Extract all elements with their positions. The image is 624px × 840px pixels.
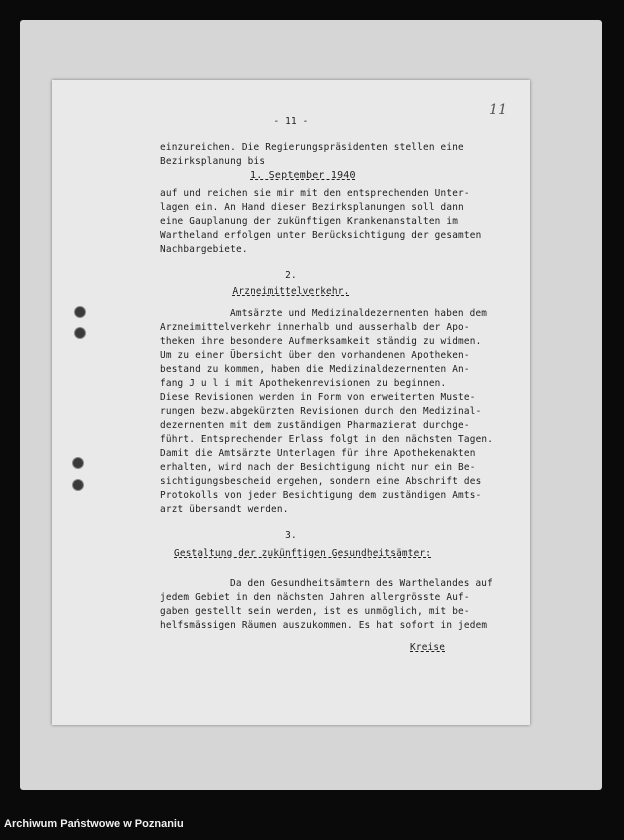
text-line: gaben gestellt sein werden, ist es unmöglich, mit be- xyxy=(160,606,470,617)
text-line: Um zu einer Übersicht über den vorhandenen Apotheken- xyxy=(160,350,470,361)
text-line: sichtigungsbescheid ergehen, sondern eine Abschrift des xyxy=(160,476,482,487)
text-line: lagen ein. An Hand dieser Bezirksplanungen soll dann xyxy=(160,202,464,213)
catchword: Kreise xyxy=(410,642,446,653)
section-number: 3. xyxy=(285,530,297,541)
text-line: erhalten, wird nach der Besichtigung nicht nur ein Be- xyxy=(160,462,476,473)
text-line: Da den Gesundheitsämtern des Warthelandes auf xyxy=(230,578,493,589)
text-line: Damit die Amtsärzte Unterlagen für ihre Apothekenakten xyxy=(160,448,476,459)
page-number: - 11 - xyxy=(273,116,309,127)
text-line: einzureichen. Die Regierungspräsidenten stellen eine xyxy=(160,142,464,153)
text-line: Protokolls von jeder Besichtigung dem zuständigen Amts- xyxy=(160,490,482,501)
text-line: Amtsärzte und Medizinaldezernenten haben dem xyxy=(230,308,488,319)
folio-mark: 11 xyxy=(489,102,508,118)
text-line: helfsmässigen Räumen auszukommen. Es hat sofort in jedem xyxy=(160,620,488,631)
text-line: Arzneimittelverkehr innerhalb und ausserhalb der Apo- xyxy=(160,322,470,333)
text-line: arzt übersandt werden. xyxy=(160,504,289,515)
section-heading: Gestaltung der zukünftigen Gesundheitsämter: xyxy=(174,548,432,559)
text-line: fang J u l i mit Apothekenrevisionen zu beginnen. xyxy=(160,378,447,389)
section-heading: Arzneimittelverkehr. xyxy=(232,286,350,297)
text-line: jedem Gebiet in den nächsten Jahren allergrösste Auf- xyxy=(160,592,470,603)
text-line: dezernenten mit dem zuständigen Pharmazierat durchge- xyxy=(160,420,470,431)
typed-text xyxy=(52,80,530,725)
text-line: führt. Entsprechender Erlass folgt in den nächsten Tagen. xyxy=(160,434,494,445)
text-line: rungen bezw.abgekürzten Revisionen durch den Medizinal- xyxy=(160,406,482,417)
text-line: Diese Revisionen werden in Form von erweiterten Muste- xyxy=(160,392,476,403)
text-line: theken ihre besondere Aufmerksamkeit ständig zu widmen. xyxy=(160,336,482,347)
archive-label: Archiwum Państwowe w Poznaniu xyxy=(4,818,184,830)
text-line: auf und reichen sie mir mit den entsprechenden Unter- xyxy=(160,188,470,199)
text-line: eine Gauplanung der zukünftigen Krankenanstalten im xyxy=(160,216,459,227)
text-line: Bezirksplanung bis xyxy=(160,156,266,167)
document-page xyxy=(52,80,530,725)
text-line: Nachbargebiete. xyxy=(160,244,248,255)
text-line: Wartheland erfolgen unter Berücksichtigung der gesamten xyxy=(160,230,482,241)
section-number: 2. xyxy=(285,270,297,281)
date-line: 1. September 1940 xyxy=(250,170,356,181)
text-line: bestand zu kommen, haben die Medizinaldezernenten An- xyxy=(160,364,470,375)
